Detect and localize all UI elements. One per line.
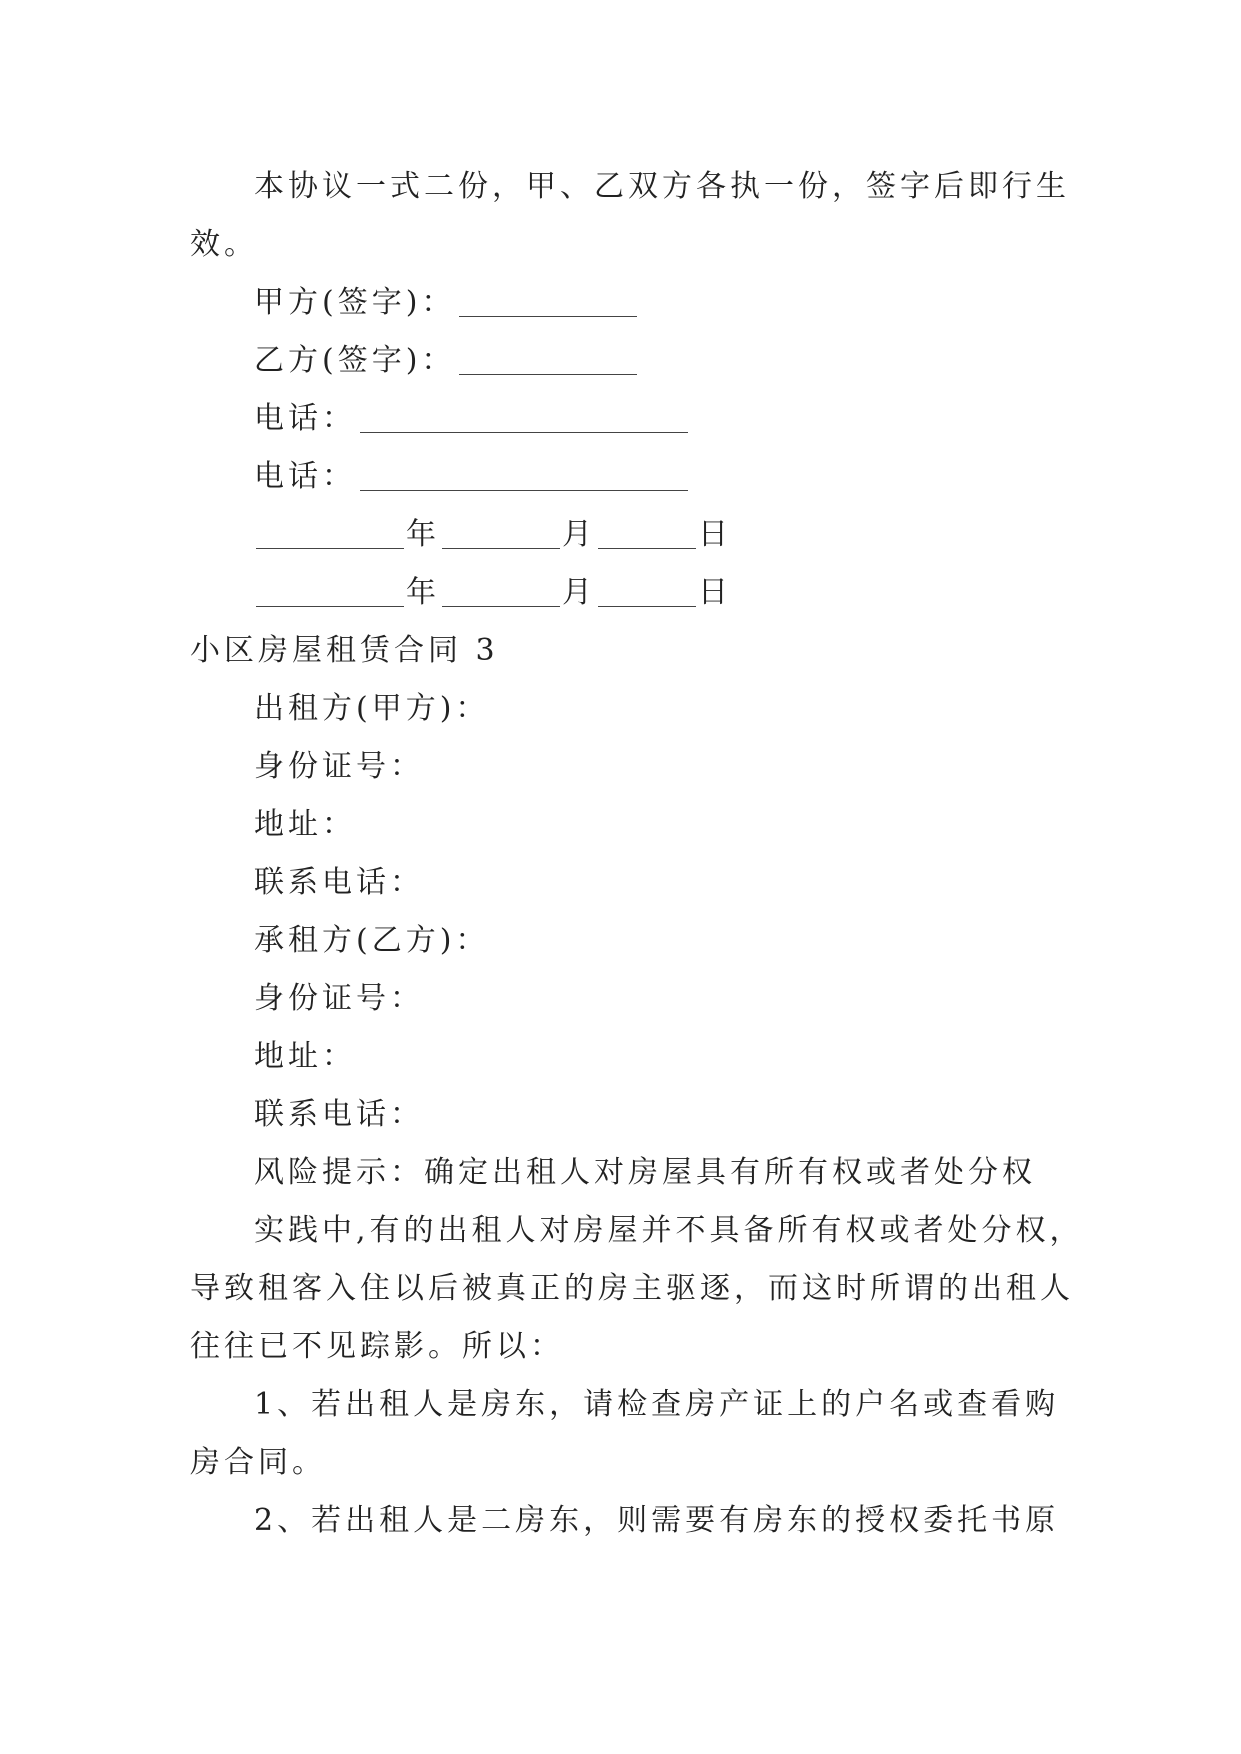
agreement-copies-paragraph: 本协议一式二份，甲、乙双方各执一份，签字后即行生: [254, 169, 1070, 204]
date-year-blank[interactable]: [256, 518, 404, 549]
party-a-signature-line: [190, 274, 1050, 332]
date-month-blank[interactable]: [442, 518, 560, 549]
date-day-blank[interactable]: [598, 576, 696, 607]
date-year-blank[interactable]: [256, 576, 404, 607]
lessee-id-label: 身份证号：: [254, 981, 424, 1016]
party-a-phone-blank[interactable]: [360, 402, 688, 433]
party-b-signature-blank[interactable]: [459, 344, 637, 375]
risk-paragraph: 实践中,有的出租人对房屋并不具备所有权或者处分权，: [254, 1213, 1084, 1248]
party-a-signature-blank[interactable]: [459, 286, 637, 317]
date-year-label: 年: [406, 517, 440, 552]
party-a-phone-line: [190, 390, 1050, 448]
date-day-label: 日: [698, 517, 732, 552]
list-item-2: 2、若出租人是二房东，则需要有房东的授权委托书原: [254, 1503, 1060, 1538]
list-item-1-cont: 房合同。: [190, 1445, 326, 1480]
lessee-address-label: 地址：: [254, 1039, 356, 1074]
lessor-label: 出租方(甲方)：: [254, 691, 490, 726]
date-month-label: 月: [562, 575, 596, 610]
party-a-date-line: [190, 506, 1050, 564]
agreement-copies-paragraph-cont: 效。: [190, 227, 258, 262]
lessee-label: 承租方(乙方)：: [254, 923, 490, 958]
party-b-phone-line: [190, 448, 1050, 506]
lessor-address-label: 地址：: [254, 807, 356, 842]
date-year-label: 年: [406, 575, 440, 610]
risk-paragraph-cont: 导致租客入住以后被真正的房主驱逐，而这时所谓的出租人: [190, 1271, 1074, 1306]
list-item-1: 1、若出租人是房东，请检查房产证上的户名或查看购: [254, 1387, 1060, 1422]
date-month-label: 月: [562, 517, 596, 552]
party-a-signature-label: 甲方(签字)：: [254, 285, 456, 320]
contract-title: 小区房屋租赁合同 3: [190, 633, 499, 668]
party-b-signature-line: [190, 332, 1050, 390]
risk-heading: 风险提示：确定出租人对房屋具有所有权或者处分权: [254, 1155, 1036, 1190]
party-b-signature-label: 乙方(签字)：: [254, 343, 456, 378]
lessor-phone-label: 联系电话：: [254, 865, 424, 900]
date-month-blank[interactable]: [442, 576, 560, 607]
party-b-phone-label: 电话：: [254, 459, 356, 494]
risk-paragraph-cont: 往往已不见踪影。所以：: [190, 1329, 564, 1364]
date-day-blank[interactable]: [598, 518, 696, 549]
document-body: [190, 158, 1084, 1550]
party-a-phone-label: 电话：: [254, 401, 356, 436]
party-b-date-line: [190, 564, 1050, 622]
lessor-id-label: 身份证号：: [254, 749, 424, 784]
lessee-phone-label: 联系电话：: [254, 1097, 424, 1132]
party-b-phone-blank[interactable]: [360, 460, 688, 491]
date-day-label: 日: [698, 575, 732, 610]
